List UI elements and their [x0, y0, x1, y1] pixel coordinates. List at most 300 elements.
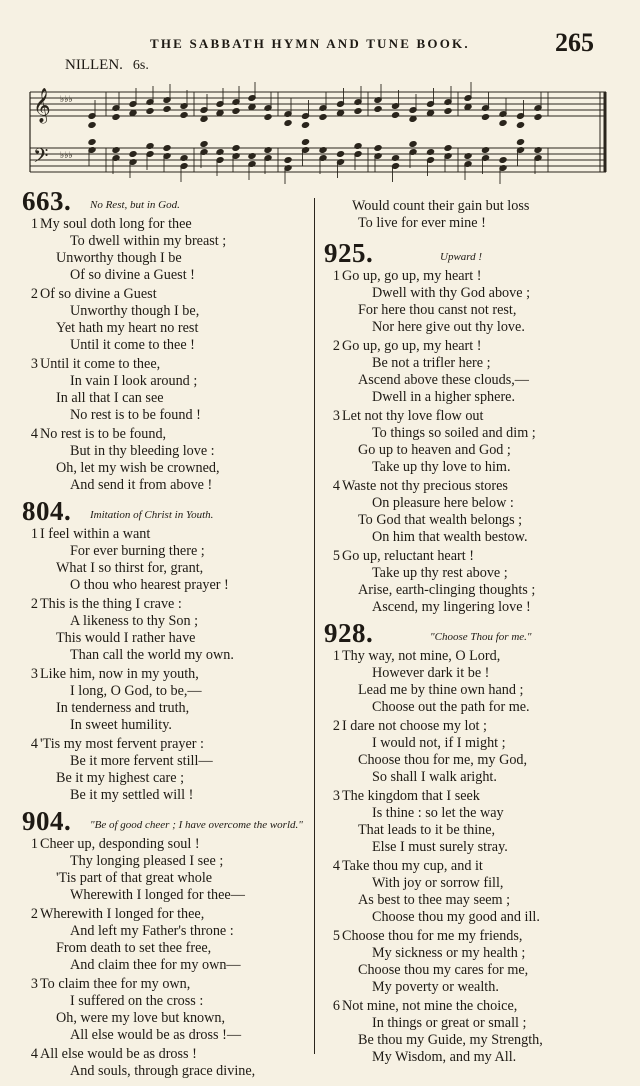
verse-text: Than call the world my own.	[70, 647, 234, 663]
verse-line	[320, 425, 620, 442]
verse-text: Arise, earth-clinging thoughts ;	[358, 582, 536, 598]
verse-line	[18, 836, 310, 853]
hymn	[18, 806, 310, 1080]
verse-line	[320, 979, 620, 996]
verse-text: And left my Father's throne :	[70, 923, 234, 939]
hymn-number: 663.	[22, 186, 72, 216]
tune-meter: 6s.	[132, 58, 149, 73]
verse-line	[320, 1032, 620, 1049]
verse-line	[320, 372, 620, 389]
verse-text: Oh, were my love but known,	[56, 1010, 226, 1026]
verse-text: Wherewith I longed for thee,	[40, 906, 205, 922]
stanza	[18, 976, 310, 1044]
bass-clef-icon: 𝄢	[33, 144, 49, 172]
verse-line	[18, 1027, 310, 1044]
verse-text: Take up thy love to him.	[372, 459, 511, 475]
verse-line	[320, 302, 620, 319]
verse-text: All else would be as dross !—	[70, 1027, 242, 1043]
verse-line	[320, 408, 620, 425]
verse-line	[320, 875, 620, 892]
verse-text: This would I rather have	[56, 630, 196, 646]
hymn-subtitle: "Choose Thou for me."	[430, 631, 532, 643]
verse-text: Go up to heaven and God ;	[358, 442, 511, 458]
note-head	[499, 120, 507, 127]
verse-text: Like him, now in my youth,	[40, 666, 199, 682]
verse-line	[18, 426, 310, 443]
verse-line	[320, 839, 620, 856]
stanza-number: 1	[30, 526, 38, 542]
key-signature-icon: ♭♭♭	[60, 151, 73, 161]
stanza-number: 2	[332, 718, 340, 734]
stanza	[320, 478, 620, 546]
verse-line	[18, 460, 310, 477]
verse-text: Go up, reluctant heart !	[342, 548, 474, 564]
stanza-number: 1	[332, 268, 340, 284]
verse-line	[18, 717, 310, 734]
verse-line	[320, 548, 620, 565]
verse-text: In sweet humility.	[70, 717, 172, 733]
stanza	[320, 338, 620, 406]
stanza	[320, 648, 620, 716]
note-head	[88, 122, 96, 129]
verse-text: Be it more fervent still—	[70, 753, 213, 769]
verse-line	[18, 906, 310, 923]
verse-text: I would not, if I might ;	[372, 735, 506, 751]
verse-text: Choose thou my cares for me,	[358, 962, 529, 978]
music-score	[22, 78, 610, 186]
verse-text: This is the thing I crave :	[40, 596, 182, 612]
hymn-number: 904.	[22, 806, 72, 836]
stanza	[18, 906, 310, 974]
stanza-number: 4	[332, 858, 340, 874]
verse-text: Wherewith I longed for thee—	[70, 887, 245, 903]
verse-text: Until it come to thee !	[70, 337, 195, 353]
verse-line	[18, 337, 310, 354]
verse-text: My Wisdom, and my All.	[372, 1049, 517, 1065]
stanza	[320, 998, 620, 1066]
stanza-number: 2	[332, 338, 340, 354]
note-head	[301, 139, 309, 146]
stanza-number: 2	[30, 906, 38, 922]
note-head	[354, 108, 362, 115]
note-head	[163, 145, 171, 152]
note-head	[374, 145, 382, 152]
verse-line	[18, 870, 310, 887]
stanza-number: 3	[30, 666, 38, 682]
stanza-number: 2	[30, 596, 38, 612]
hymn	[320, 618, 620, 1066]
stanza-number: 3	[332, 408, 340, 424]
verse-line	[18, 477, 310, 494]
verse-line	[18, 853, 310, 870]
stanza	[320, 718, 620, 786]
verse-line	[320, 735, 620, 752]
verse-line	[18, 923, 310, 940]
verse-text: My sickness or my health ;	[372, 945, 526, 961]
verse-line	[320, 769, 620, 786]
verse-text: Unworthy though I be	[56, 250, 182, 266]
verse-line	[18, 526, 310, 543]
verse-text: Choose thou for me my friends,	[342, 928, 523, 944]
verse-line	[320, 892, 620, 909]
note-head	[444, 145, 452, 152]
verse-line	[18, 700, 310, 717]
verse-line	[18, 303, 310, 320]
continuation-lines	[320, 198, 620, 232]
verse-line	[18, 356, 310, 373]
stanza-number: 4	[30, 736, 38, 752]
stanza	[320, 268, 620, 336]
note-head	[112, 114, 120, 121]
verse-line	[320, 495, 620, 512]
stanza-number: 4	[30, 426, 38, 442]
hymn-subtitle: Imitation of Christ in Youth.	[90, 509, 214, 521]
verse-line	[18, 286, 310, 303]
stanza	[18, 216, 310, 284]
verse-line	[320, 268, 620, 285]
verse-line	[18, 560, 310, 577]
verse-line	[18, 647, 310, 664]
note-head	[481, 114, 489, 121]
verse-text: Let not thy love flow out	[342, 408, 484, 424]
verse-text: Be it my highest care ;	[56, 770, 185, 786]
note-head	[163, 106, 171, 113]
verse-line	[320, 665, 620, 682]
verse-text: No rest is to be found !	[70, 407, 201, 423]
verse-text: I feel within a want	[40, 526, 151, 542]
verse-text: The kingdom that I seek	[342, 788, 480, 804]
verse-text: To claim thee for my own,	[40, 976, 191, 992]
note-head	[374, 106, 382, 113]
verse-line	[320, 512, 620, 529]
verse-text: I dare not choose my lot ;	[342, 718, 487, 734]
verse-line	[320, 822, 620, 839]
verse-line	[18, 267, 310, 284]
hymn-heading	[320, 618, 620, 648]
verse-line	[320, 319, 620, 336]
hymn-number: 804.	[22, 496, 72, 526]
hymn-heading	[18, 496, 310, 526]
verse-line	[18, 787, 310, 804]
stanza-number: 3	[30, 356, 38, 372]
verse-text: To things so soiled and dim ;	[372, 425, 536, 441]
note-head	[216, 110, 224, 117]
page-number: 265	[555, 28, 594, 57]
verse-text: Dwell with thy God above ;	[372, 285, 531, 301]
stanza	[18, 286, 310, 354]
verse-line	[320, 699, 620, 716]
note-head	[426, 110, 434, 117]
stanza	[320, 548, 620, 616]
note-head	[516, 139, 524, 146]
verse-text: Be it my settled will !	[70, 787, 194, 803]
note-head	[284, 120, 292, 127]
note-head	[180, 112, 188, 119]
stanza-number: 3	[332, 788, 340, 804]
note-head	[88, 139, 96, 146]
stanza	[18, 736, 310, 804]
stanza-number: 5	[332, 928, 340, 944]
verse-line	[18, 1046, 310, 1063]
stanza	[18, 526, 310, 594]
verse-text: Take up thy rest above ;	[372, 565, 508, 581]
verse-text: Ascend above these clouds,—	[358, 372, 529, 388]
hymn-subtitle: "Be of good cheer ; I have overcome the world."	[90, 819, 303, 831]
verse-line	[18, 1063, 310, 1080]
verse-text: So shall I walk aright.	[372, 769, 497, 785]
verse-line	[320, 1049, 620, 1066]
column-divider	[314, 198, 315, 1054]
verse-line	[320, 648, 620, 665]
note-head	[232, 108, 240, 115]
key-signature-icon: ♭♭♭	[60, 95, 73, 105]
verse-line	[18, 630, 310, 647]
note-head	[319, 114, 327, 121]
verse-line	[320, 682, 620, 699]
stanza	[18, 596, 310, 664]
treble-clef-icon: 𝄞	[33, 88, 51, 123]
verse-line	[18, 683, 310, 700]
verse-line	[320, 945, 620, 962]
verse-line	[320, 909, 620, 926]
verse-text: Is thine : so let the way	[372, 805, 504, 821]
verse-text: Of so divine a Guest	[40, 286, 157, 302]
verse-line	[18, 390, 310, 407]
verse-line	[320, 998, 620, 1015]
verse-text: Go up, go up, my heart !	[342, 268, 482, 284]
verse-text: To dwell within my breast ;	[70, 233, 227, 249]
verse-line	[18, 666, 310, 683]
verse-text: Choose thou my good and ill.	[372, 909, 540, 925]
verse-text: What I so thirst for, grant,	[56, 560, 204, 576]
stanza-number: 1	[30, 836, 38, 852]
verse-text: Thy longing pleased I see ;	[70, 853, 224, 869]
verse-text: Lead me by thine own hand ;	[358, 682, 524, 698]
note-head	[409, 116, 417, 123]
verse-text: Of so divine a Guest !	[70, 267, 195, 283]
verse-line	[320, 478, 620, 495]
verse-text: My poverty or wealth.	[372, 979, 499, 995]
verse-line	[320, 788, 620, 805]
note-head	[409, 141, 417, 148]
verse-text: I suffered on the cross :	[70, 993, 204, 1009]
note-head	[129, 151, 137, 158]
verse-text: On him that wealth bestow.	[372, 529, 528, 545]
verse-line	[320, 355, 620, 372]
verse-text: And claim thee for my own—	[70, 957, 241, 973]
note-head	[248, 104, 256, 111]
verse-line	[18, 613, 310, 630]
verse-line	[320, 858, 620, 875]
hymn-number: 925.	[324, 238, 374, 268]
verse-text: For ever burning there ;	[70, 543, 205, 559]
verse-line	[18, 736, 310, 753]
verse-text: Until it come to thee,	[40, 356, 161, 372]
stanza-number: 6	[332, 998, 340, 1014]
verse-text: And souls, through grace divine,	[70, 1063, 256, 1079]
verse-line	[18, 976, 310, 993]
stanza	[320, 408, 620, 476]
verse-line	[320, 752, 620, 769]
verse-line	[18, 940, 310, 957]
verse-text: But in thy bleeding love :	[70, 443, 215, 459]
hymn-heading	[320, 238, 620, 268]
note-head	[464, 104, 472, 111]
stanza-number: 5	[332, 548, 340, 564]
note-head	[301, 122, 309, 129]
stanza-number: 1	[332, 648, 340, 664]
note-head	[336, 151, 344, 158]
verse-line	[320, 285, 620, 302]
verse-text: On pleasure here below :	[372, 495, 514, 511]
verse-text: As best to thee may seem ;	[358, 892, 511, 908]
stanza-number: 3	[30, 976, 38, 992]
verse-text: Oh, let my wish be crowned,	[56, 460, 220, 476]
verse-line	[320, 442, 620, 459]
hymn-number: 928.	[324, 618, 374, 648]
verse-text: Be not a trifler here ;	[372, 355, 491, 371]
verse-line: To live for ever mine !	[358, 215, 486, 231]
verse-line	[320, 962, 620, 979]
verse-text: Else I must surely stray.	[372, 839, 508, 855]
note-head	[516, 122, 524, 129]
verse-line	[18, 407, 310, 424]
verse-text: In tenderness and truth,	[56, 700, 190, 716]
verse-line	[18, 957, 310, 974]
verse-line	[18, 443, 310, 460]
stanza	[320, 788, 620, 856]
verse-line	[18, 887, 310, 904]
verse-text: Dwell in a higher sphere.	[372, 389, 516, 405]
verse-text: A likeness to thy Son ;	[70, 613, 199, 629]
note-head	[284, 157, 292, 164]
verse-line	[18, 320, 310, 337]
verse-text: Be thou my Guide, my Strength,	[358, 1032, 543, 1048]
hymn	[18, 496, 310, 804]
verse-text: From death to set thee free,	[56, 940, 212, 956]
note-head	[146, 108, 154, 115]
note-head	[336, 110, 344, 117]
stanza	[18, 666, 310, 734]
verse-text: Waste not thy precious stores	[342, 478, 508, 494]
verse-text: Unworthy though I be,	[70, 303, 200, 319]
verse-line	[18, 233, 310, 250]
verse-line	[18, 1010, 310, 1027]
verse-line	[18, 993, 310, 1010]
verse-line	[18, 216, 310, 233]
verse-text: Take thou my cup, and it	[342, 858, 483, 874]
verse-text: All else would be as dross !	[40, 1046, 197, 1062]
verse-line: Would count their gain but loss	[352, 198, 530, 214]
note-head	[264, 114, 272, 121]
verse-text: Not mine, not mine the choice,	[342, 998, 518, 1014]
verse-line	[320, 389, 620, 406]
verse-text: No rest is to be found,	[40, 426, 167, 442]
tune-heading	[65, 57, 149, 74]
note-head	[534, 114, 542, 121]
verse-line	[320, 338, 620, 355]
left-column	[18, 186, 310, 1082]
verse-text: 'Tis my most fervent prayer :	[40, 736, 204, 752]
verse-line	[18, 577, 310, 594]
verse-text: That leads to it be thine,	[358, 822, 496, 838]
verse-text: Go up, go up, my heart !	[342, 338, 482, 354]
verse-text: Nor here give out thy love.	[372, 319, 525, 335]
verse-line	[18, 596, 310, 613]
verse-line	[18, 770, 310, 787]
hymn	[320, 238, 620, 616]
verse-text: In things or great or small ;	[372, 1015, 527, 1031]
verse-text: Choose out the path for me.	[372, 699, 530, 715]
verse-line	[18, 373, 310, 390]
verse-line	[320, 928, 620, 945]
verse-text: I long, O God, to be,—	[70, 683, 202, 699]
verse-line	[320, 565, 620, 582]
hymn-heading	[18, 806, 310, 836]
stanza	[320, 928, 620, 996]
verse-line	[320, 599, 620, 616]
stanza-number: 2	[30, 286, 38, 302]
note-head	[232, 145, 240, 152]
hymn	[18, 186, 310, 494]
verse-text: My soul doth long for thee	[40, 216, 192, 232]
note-head	[200, 116, 208, 123]
stanza	[18, 356, 310, 424]
verse-text: In all that I can see	[56, 390, 164, 406]
hymn-heading	[18, 186, 310, 216]
verse-text: Cheer up, desponding soul !	[40, 836, 200, 852]
verse-text: And send it from above !	[70, 477, 213, 493]
tune-name: NILLEN.	[65, 57, 123, 73]
note-head	[444, 108, 452, 115]
stanza	[320, 858, 620, 926]
verse-text: O thou who hearest prayer !	[70, 577, 229, 593]
verse-text: With joy or sorrow fill,	[372, 875, 504, 891]
hymn-subtitle: No Rest, but in God.	[90, 199, 180, 211]
verse-text: Ascend, my lingering love !	[372, 599, 531, 615]
right-column	[320, 186, 620, 1068]
stanza	[18, 426, 310, 494]
note-head	[129, 110, 137, 117]
stanza-number: 4	[30, 1046, 38, 1062]
verse-line	[18, 543, 310, 560]
verse-text: Thy way, not mine, O Lord,	[342, 648, 501, 664]
stanza-number: 1	[30, 216, 38, 232]
verse-line	[320, 459, 620, 476]
note-head	[391, 112, 399, 119]
verse-line	[320, 805, 620, 822]
stanza-number: 4	[332, 478, 340, 494]
verse-line	[18, 250, 310, 267]
note-head	[200, 141, 208, 148]
verse-text: Yet hath my heart no rest	[56, 320, 199, 336]
verse-text: For here thou canst not rest,	[358, 302, 517, 318]
verse-line	[320, 718, 620, 735]
verse-line	[18, 753, 310, 770]
verse-text: Choose thou for me, my God,	[358, 752, 528, 768]
verse-line	[320, 1015, 620, 1032]
verse-text: In vain I look around ;	[70, 373, 198, 389]
verse-text: However dark it be !	[372, 665, 490, 681]
note-head	[499, 157, 507, 164]
stanza	[18, 1046, 310, 1080]
book-title: THE SABBATH HYMN AND TUNE BOOK.	[150, 36, 470, 51]
verse-text: To God that wealth belongs ;	[358, 512, 523, 528]
verse-text: 'Tis part of that great whole	[56, 870, 213, 886]
stanza	[18, 836, 310, 904]
hymn-subtitle: Upward !	[440, 251, 483, 263]
verse-line	[320, 582, 620, 599]
